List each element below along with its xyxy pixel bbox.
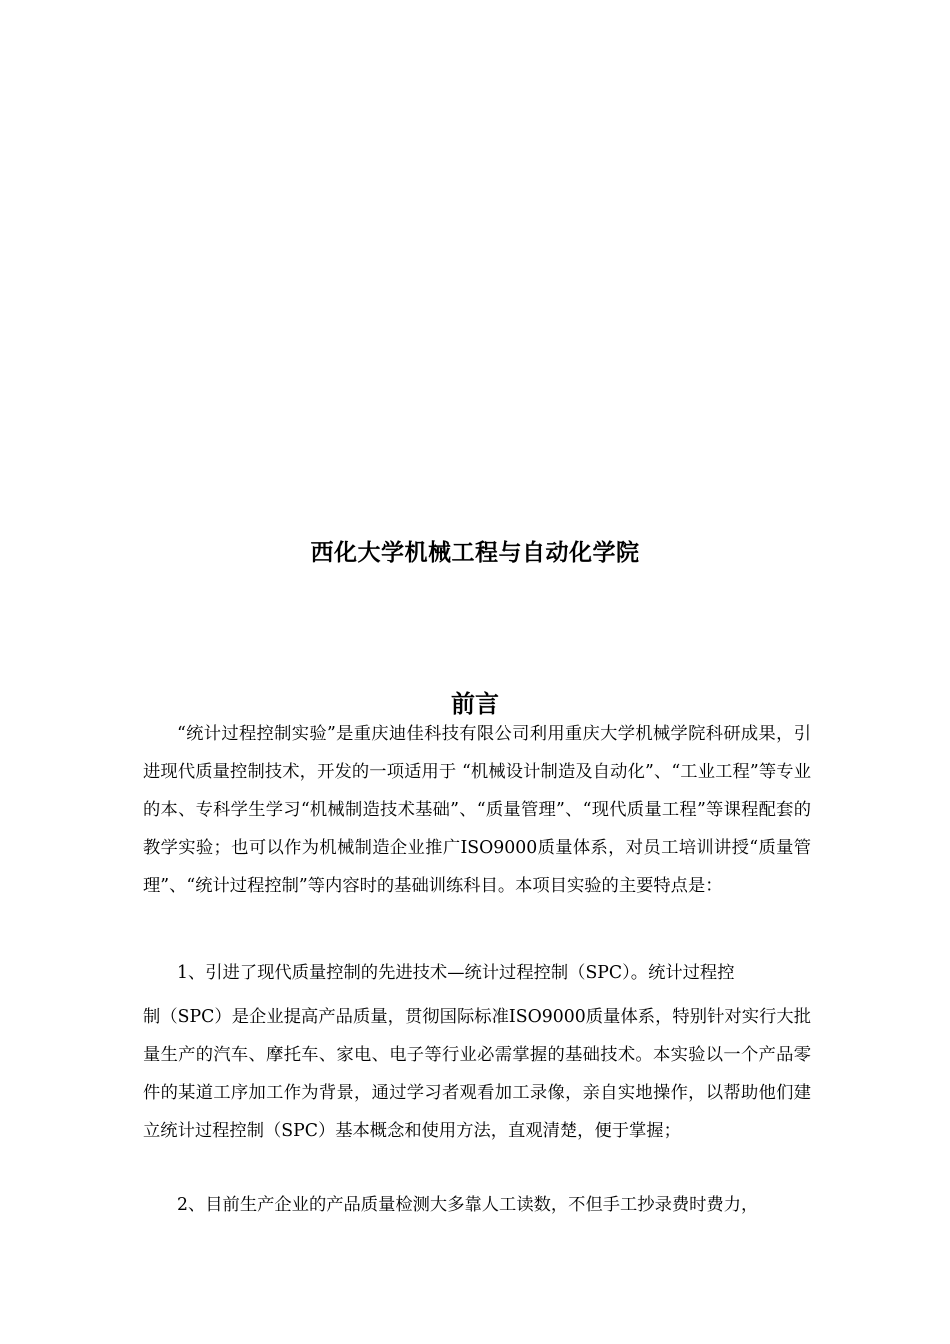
paragraph-point-2: 2、目前生产企业的产品质量检测大多靠人工读数，不但手工抄录费时费力， <box>177 1195 759 1215</box>
paragraph-3-block <box>143 1186 811 1224</box>
paragraph-intro: “统计过程控制实验”是重庆迪佳科技有限公司利用重庆大学机械学院科研成果，引进现代质量控制技术，开发的一项适用于 “机械设计制造及自动化”、“工业工程”等专业的本、专科学生学习“机械制造技术基础”、“质量管理”、“现代质量工程”等课程配套的教学实验；也可以作为机械制造企业推广ISO9000质量体系，对员工培训讲授“质量管理”、“统计过程控制”等内容时的基础训练科目。本项目实验的主要特点是： <box>143 724 811 896</box>
paragraph-point-1-rest: 制（SPC）是企业提高产品质量，贯彻国际标准ISO9000质量体系，特别针对实行大批量生产的汽车、摩托车、家电、电子等行业必需掌握的基础技术。本实验以一个产品零件的某道工序加工作为背景，通过学习者观看加工录像，亲自实地操作，以帮助他们建立统计过程控制（SPC）基本概念和使用方法，直观清楚，便于掌握； <box>143 1007 811 1141</box>
paragraph-2-block <box>143 954 811 1150</box>
paragraph-point-1-first-line: 1、引进了现代质量控制的先进技术—统计过程控制（SPC）。统计过程控 <box>177 963 735 983</box>
paragraph-1-block <box>143 715 811 905</box>
section-heading: 前言 <box>451 689 499 718</box>
institution-title: 西化大学机械工程与自动化学院 <box>310 539 640 566</box>
